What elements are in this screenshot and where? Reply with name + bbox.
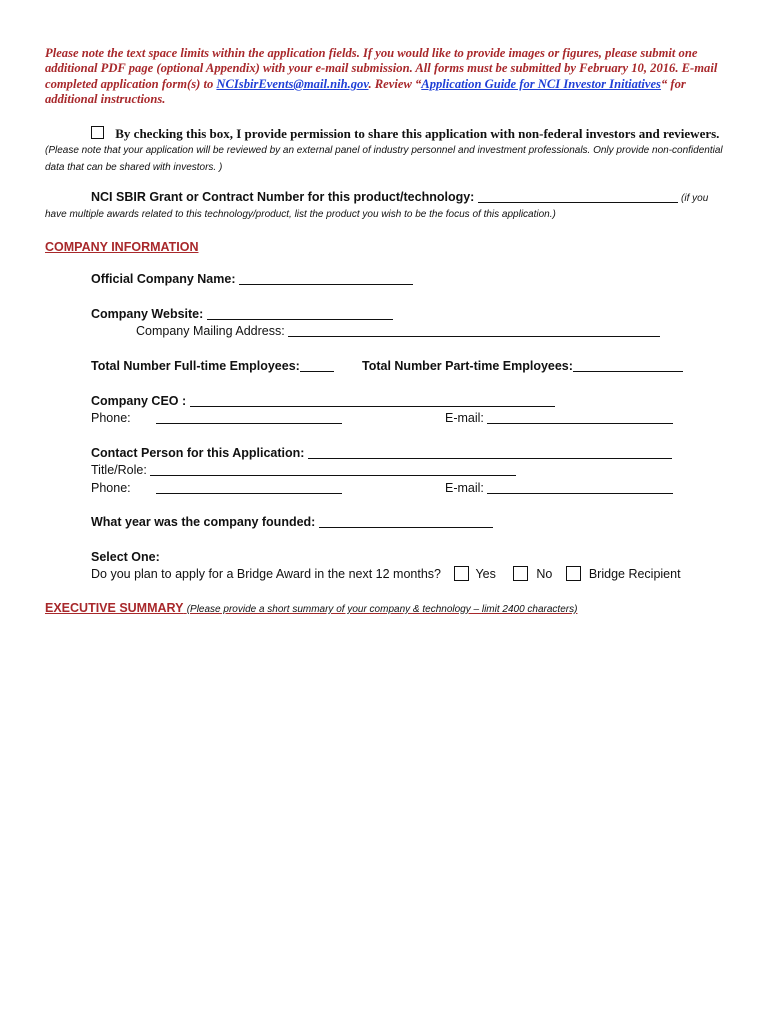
contact-phone-label: Phone:: [91, 481, 131, 495]
title-role-row: [91, 462, 516, 478]
bridge-question-row: [91, 566, 681, 582]
ceo-phone-label: Phone:: [91, 411, 131, 425]
contact-input[interactable]: [308, 446, 672, 459]
option-yes[interactable]: [454, 566, 495, 582]
bridge-recipient-label: Bridge Recipient: [588, 567, 681, 581]
contact-phone-input[interactable]: [156, 481, 342, 494]
fulltime-input[interactable]: [300, 359, 334, 372]
grant-note-b: have multiple awards related to this technology/product, list the product you wish to be the focus of this application.): [45, 209, 556, 220]
ceo-phone-row: [91, 410, 342, 426]
submission-notice: [45, 46, 735, 108]
grant-number-label: NCI SBIR Grant or Contract Number for this product/technology:: [91, 190, 475, 204]
select-one-row: [91, 549, 160, 565]
ceo-row: [91, 393, 555, 409]
official-name-input[interactable]: [239, 272, 413, 285]
contact-email-input[interactable]: [487, 481, 673, 494]
fulltime-row: [91, 358, 334, 374]
option-no[interactable]: [513, 566, 552, 582]
ceo-input[interactable]: [190, 394, 555, 407]
contact-row: [91, 445, 672, 461]
yes-label: Yes: [475, 567, 496, 581]
website-row: [91, 306, 393, 322]
no-label: No: [536, 567, 553, 581]
mailing-address-input[interactable]: [288, 324, 660, 337]
email-link[interactable]: NCIsbirEvents@mail.nih.gov: [216, 76, 369, 91]
yes-checkbox[interactable]: [454, 566, 469, 581]
founded-row: [91, 514, 493, 530]
ceo-phone-input[interactable]: [156, 411, 342, 424]
contact-email-label: E-mail:: [445, 481, 484, 495]
title-role-label: Title/Role:: [91, 463, 147, 477]
permission-text: By checking this box, I provide permission to share this application with non-federal investors and reviewers.: [115, 126, 720, 141]
executive-summary-heading: [45, 601, 577, 615]
fulltime-label: Total Number Full-time Employees:: [91, 359, 300, 373]
mailing-address-label: Company Mailing Address:: [136, 324, 285, 338]
founded-label: What year was the company founded:: [91, 515, 316, 529]
ceo-email-row: [445, 410, 673, 426]
mailing-address-row: [136, 323, 660, 339]
executive-summary-title: EXECUTIVE SUMMARY: [45, 601, 184, 615]
official-name-row: [91, 271, 413, 287]
application-guide-link[interactable]: Application Guide for NCI Investor Initiatives: [421, 76, 661, 91]
contact-phone-row: [91, 480, 342, 496]
ceo-email-input[interactable]: [487, 411, 673, 424]
executive-summary-note: (Please provide a short summary of your company & technology – limit 2400 characters): [186, 604, 578, 615]
option-bridge-recipient[interactable]: [566, 566, 681, 582]
bridge-question: Do you plan to apply for a Bridge Award in the next 12 months?: [91, 567, 441, 581]
company-information-heading: COMPANY INFORMATION: [45, 240, 199, 254]
ceo-label: Company CEO :: [91, 394, 187, 408]
permission-checkbox[interactable]: [91, 126, 104, 139]
notice-text-2: . Review “: [368, 76, 422, 91]
notice-text-1: Please note the text space limits within the application fields. If you would like to provide images or figures, please submit one additional PDF page (optional Appendix) with your e-mail submission. All forms must be submitted by February 10, 2016. E-mail completed application form(s) to: [45, 46, 718, 91]
grant-note-a: (if you: [681, 193, 709, 204]
notice-text-3: “ for additional instructions.: [45, 76, 686, 107]
parttime-input[interactable]: [573, 359, 683, 372]
select-one-label: Select One:: [91, 550, 160, 564]
title-role-input[interactable]: [150, 463, 516, 476]
permission-statement: [45, 126, 735, 175]
bridge-recipient-checkbox[interactable]: [566, 566, 581, 581]
founded-input[interactable]: [319, 515, 493, 528]
parttime-row: [362, 358, 683, 374]
grant-number-field: [45, 190, 735, 222]
official-name-label: Official Company Name:: [91, 272, 236, 286]
grant-number-input[interactable]: [478, 190, 678, 203]
no-checkbox[interactable]: [513, 566, 528, 581]
website-input[interactable]: [207, 307, 393, 320]
website-label: Company Website:: [91, 307, 204, 321]
contact-label: Contact Person for this Application:: [91, 446, 305, 460]
ceo-email-label: E-mail:: [445, 411, 484, 425]
parttime-label: Total Number Part-time Employees:: [362, 359, 573, 373]
contact-email-row: [445, 480, 673, 496]
permission-note: (Please note that your application will be reviewed by an external panel of industry personnel and investment professionals. Only provide non-confidential data that can be shared with investors. ): [45, 145, 723, 173]
